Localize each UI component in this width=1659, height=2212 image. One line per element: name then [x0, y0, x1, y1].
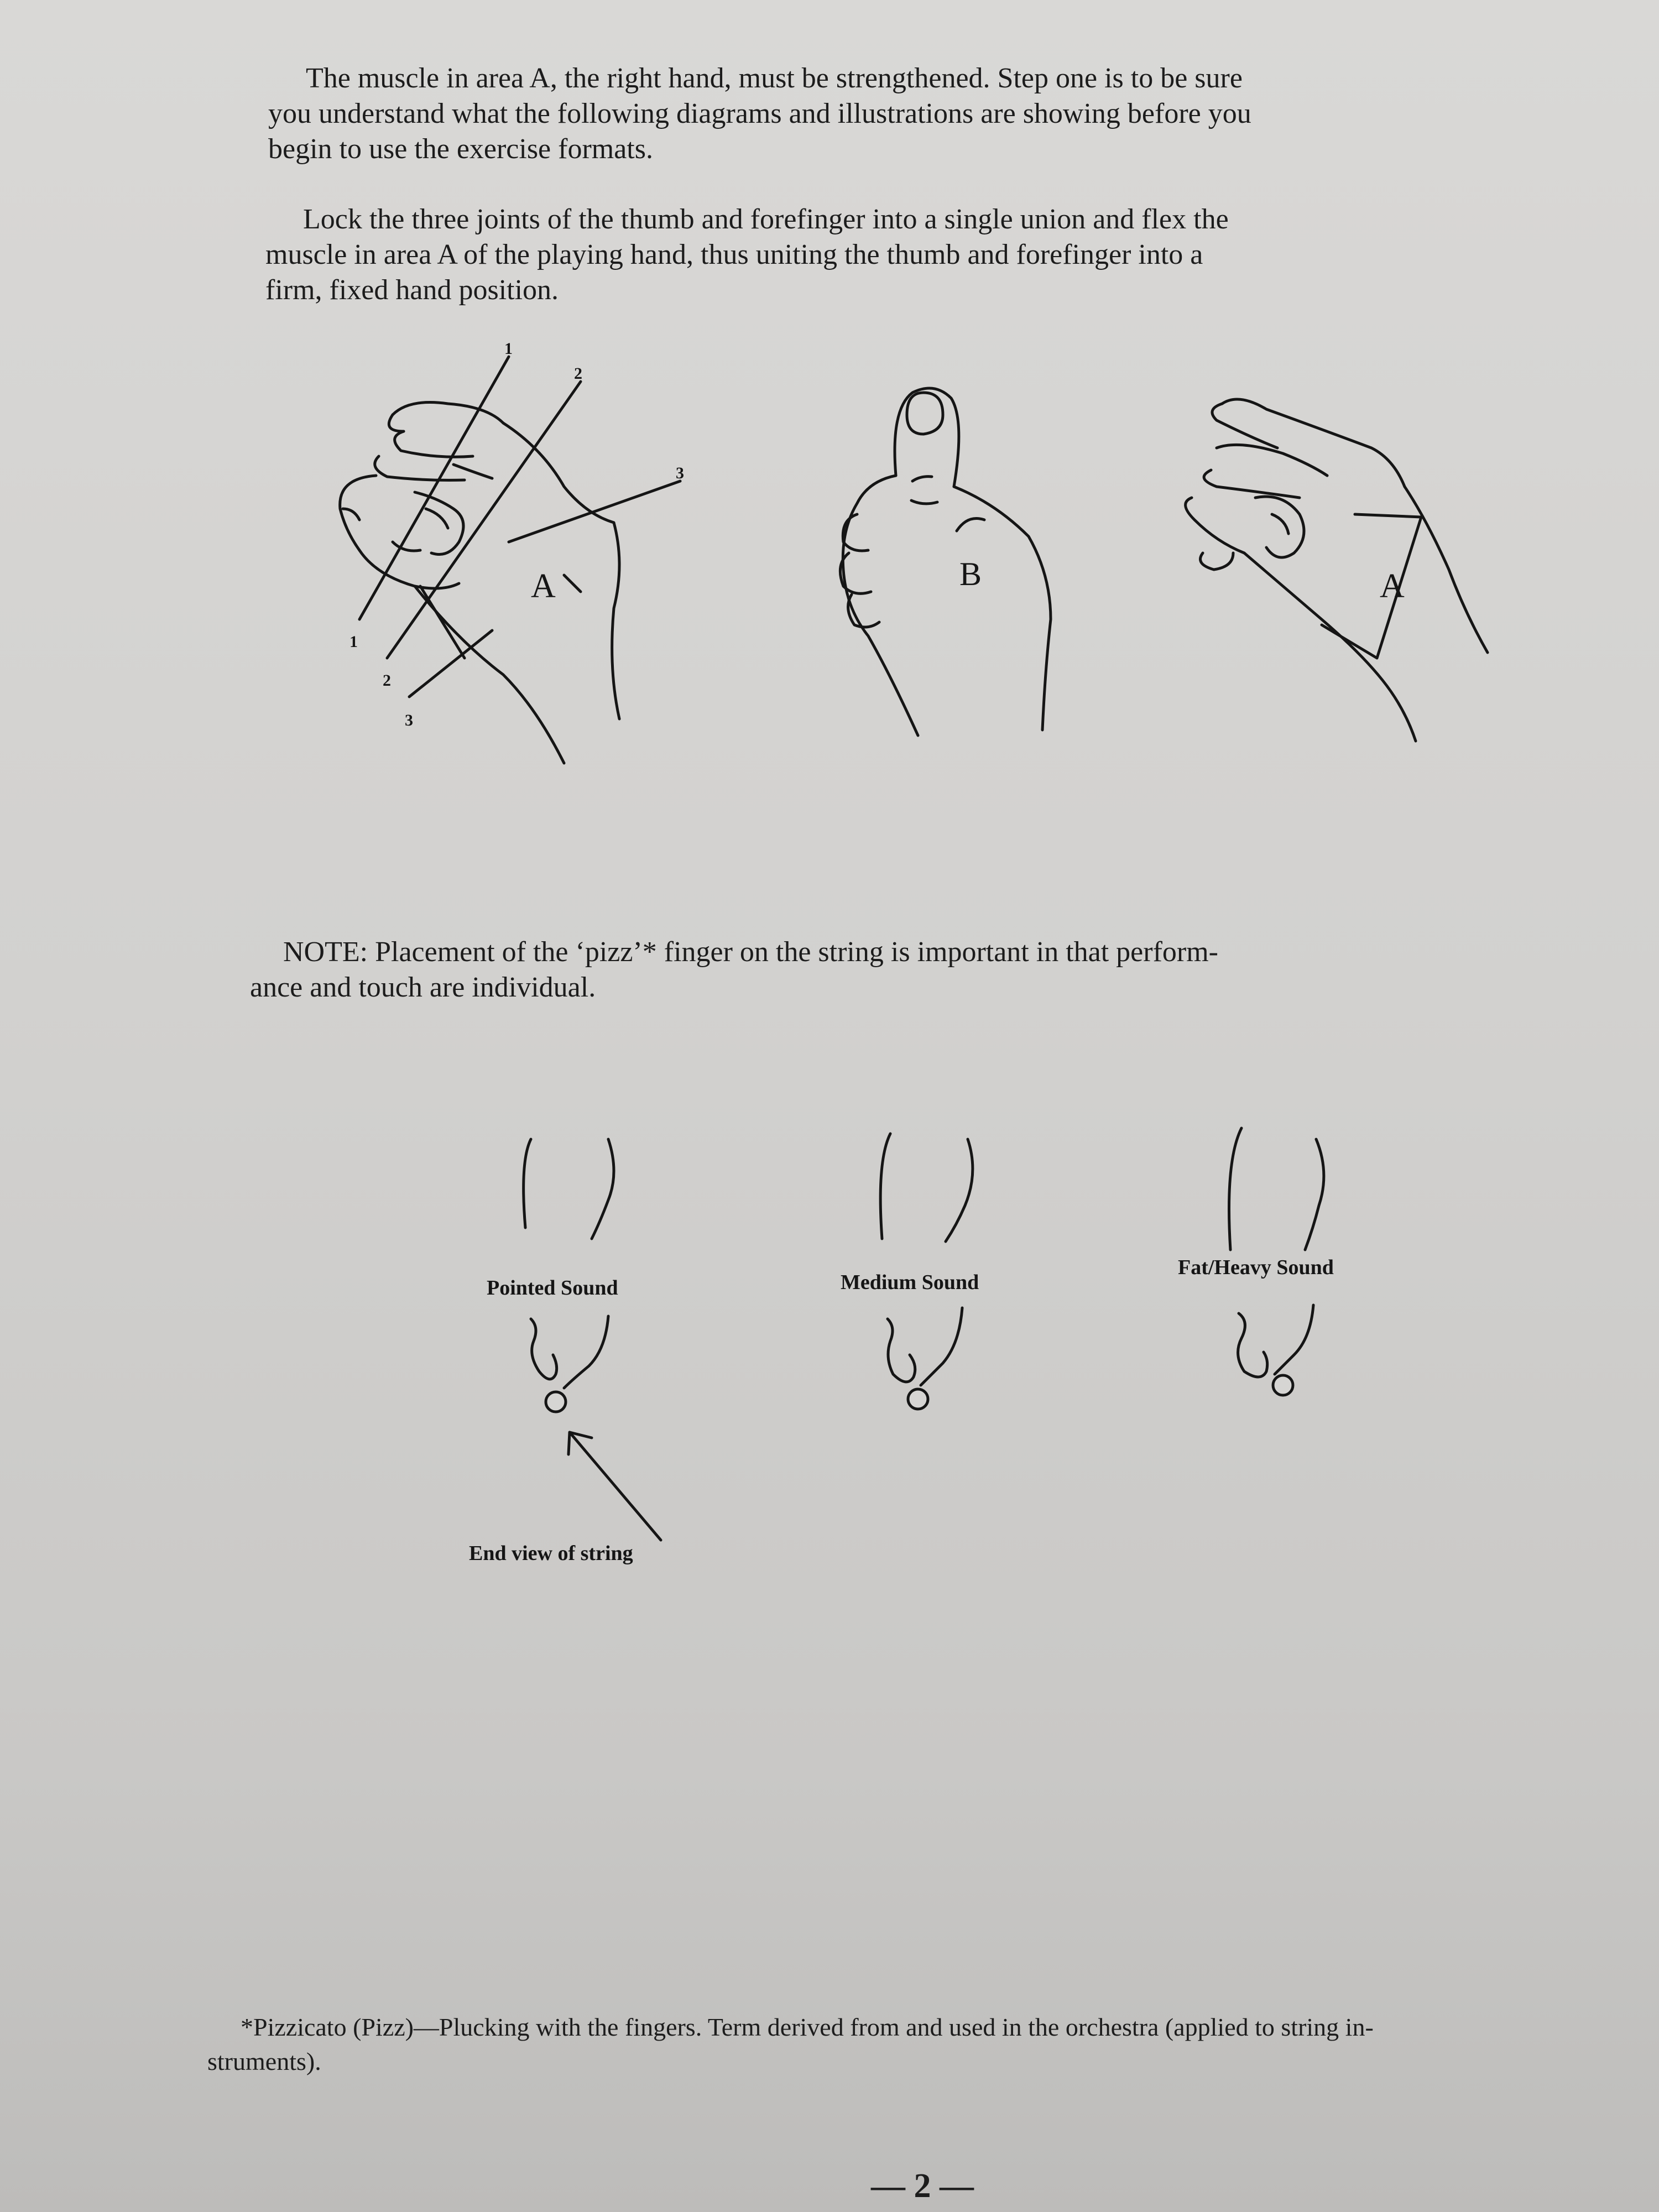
string-pointer-arrow — [553, 1416, 686, 1559]
note-line: ance and touch are individual. — [250, 972, 596, 1003]
lock-line: Lock the three joints of the thumb and forefinger into a single union and flex the — [303, 204, 1229, 235]
hand-illustration-joints — [326, 332, 713, 785]
lock-line: firm, fixed hand position. — [265, 274, 559, 306]
intro-line: The muscle in area A, the right hand, must be strengthened. Step one is to be sure — [306, 62, 1243, 94]
joint-number-top: 3 — [676, 464, 684, 482]
hand-illustration-side — [1172, 387, 1504, 774]
hand-illustration-thumb — [818, 376, 1073, 747]
lock-joints-paragraph — [265, 202, 1229, 308]
joint-number-bottom: 2 — [383, 671, 391, 690]
note-paragraph — [250, 935, 1218, 1005]
area-a-label: A — [531, 567, 556, 605]
intro-paragraph — [268, 61, 1251, 167]
medium-sound-finger-diagram — [863, 1123, 995, 1410]
string-end-view-caption: End view of string — [469, 1542, 633, 1565]
pizzicato-footnote — [207, 2010, 1374, 2079]
medium-sound-label: Medium Sound — [841, 1271, 979, 1294]
footnote-line: struments). — [207, 2047, 321, 2075]
fat-heavy-sound-label: Fat/Heavy Sound — [1178, 1256, 1334, 1279]
pointed-sound-finger-diagram — [509, 1128, 641, 1416]
joint-number-top: 2 — [574, 364, 582, 383]
area-a-label: A — [1380, 567, 1405, 605]
area-b-label: B — [959, 556, 982, 592]
intro-line: you understand what the following diagrams and illustrations are showing before you — [268, 98, 1251, 129]
page-number: — 2 — — [871, 2167, 974, 2205]
intro-line: begin to use the exercise formats. — [268, 133, 653, 165]
footnote-line: *Pizzicato (Pizz)—Plucking with the fingers. Term derived from and used in the orchestra (applied to string in- — [241, 2013, 1374, 2041]
pointed-sound-label: Pointed Sound — [487, 1276, 618, 1300]
lock-line: muscle in area A of the playing hand, thus uniting the thumb and forefinger into a — [265, 239, 1203, 270]
joint-number-bottom: 1 — [349, 633, 358, 651]
joint-number-bottom: 3 — [405, 711, 413, 729]
note-line: NOTE: Placement of the ‘pizz’* finger on the string is important in that perform- — [283, 936, 1218, 968]
joint-number-top: 1 — [504, 340, 513, 358]
